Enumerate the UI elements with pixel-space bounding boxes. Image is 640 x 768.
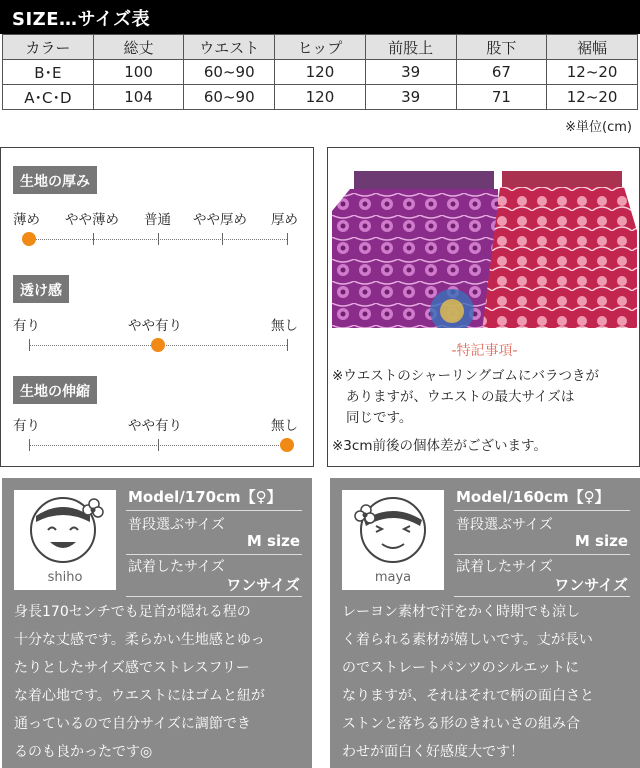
column-header: 裾幅 — [547, 35, 638, 60]
scale-label: 有り — [13, 318, 40, 334]
usual-size-label: 普段選ぶサイズ — [128, 517, 225, 533]
divider — [454, 596, 630, 597]
table-cell: 60~90 — [184, 85, 275, 110]
divider — [454, 510, 630, 511]
tried-size-value: ワンサイズ — [226, 576, 300, 594]
comment-line: 身長170センチでも足首が隠れる程の — [14, 604, 251, 620]
table-cell: A･C･D — [3, 85, 94, 110]
column-header: ヒップ — [275, 35, 366, 60]
table-row — [3, 85, 638, 110]
comment-line: たりとしたサイズ感でストレスフリー — [14, 660, 250, 676]
table-cell: 39 — [365, 85, 456, 110]
photo-panel — [327, 147, 640, 467]
comment-line: るのも良かったです◎ — [14, 744, 153, 760]
scale-label: 薄め — [13, 212, 40, 228]
comment-line: のでストレートパンツのシルエットに — [342, 660, 580, 676]
transparency-indicator — [151, 338, 165, 352]
model-title: Model/160cm【♀】 — [456, 488, 610, 506]
model-card-shiho — [2, 478, 312, 768]
avatar — [342, 490, 444, 590]
size-table — [2, 34, 638, 110]
column-header: ウエスト — [184, 35, 275, 60]
table-row — [3, 60, 638, 85]
divider — [454, 554, 630, 555]
table-cell: 120 — [275, 85, 366, 110]
scale-label: 無し — [271, 318, 298, 334]
scale-tick — [158, 439, 159, 451]
model-name: maya — [374, 570, 412, 585]
comment-line: く着られる素材が嬉しいです。丈が長い — [342, 632, 593, 648]
comment-line: ストンと落ちる形のきれいさの組み合 — [342, 716, 580, 732]
scale-label: 無し — [271, 418, 298, 434]
comment-line: 通っているので自分サイズに調節でき — [14, 716, 251, 732]
transparency-label: 透け感 — [13, 275, 69, 303]
note-line: ※3cm前後の個体差がございます。 — [332, 438, 547, 454]
tried-size-value: ワンサイズ — [554, 576, 628, 594]
column-header: カラー — [3, 35, 94, 60]
table-cell: 104 — [93, 85, 184, 110]
scale-tick — [158, 233, 159, 245]
stretch-indicator — [280, 438, 294, 452]
wink-face-icon — [342, 490, 444, 572]
table-header-row — [3, 35, 638, 60]
divider — [126, 596, 302, 597]
model-title: Model/170cm【♀】 — [128, 488, 282, 506]
model-comment — [342, 598, 630, 766]
smiley-face-icon — [14, 490, 116, 572]
comment-line: わせが面白く好感度大です！ — [342, 744, 524, 760]
avatar — [14, 490, 116, 590]
pants-illustration — [332, 171, 637, 331]
table-cell: 67 — [456, 60, 547, 85]
thickness-label: 生地の厚み — [13, 166, 97, 194]
table-cell: 12~20 — [547, 60, 638, 85]
column-header: 股下 — [456, 35, 547, 60]
scale-label: やや厚め — [193, 212, 247, 228]
comment-line: な着心地です。ウエストにはゴムと紐が — [14, 688, 265, 704]
scale-tick — [29, 339, 30, 351]
scale-tick — [93, 233, 94, 245]
unit-note: ※単位(cm) — [565, 120, 632, 135]
note-line: ありますが、ウエストの最大サイズは — [346, 389, 575, 405]
stretch-label: 生地の伸縮 — [13, 376, 97, 404]
scale-tick — [287, 339, 288, 351]
scale-tick — [287, 233, 288, 245]
comment-line: 十分な丈感です。柔らかい生地感とゆっ — [14, 632, 265, 648]
usual-size-value: M size — [246, 532, 300, 550]
model-card-maya — [330, 478, 640, 768]
scale-label: 普通 — [144, 212, 171, 228]
column-header: 総丈 — [93, 35, 184, 60]
model-comment — [14, 598, 302, 766]
scale-label: やや有り — [128, 318, 182, 334]
scale-label: やや薄め — [65, 212, 119, 228]
thickness-indicator — [22, 232, 36, 246]
usual-size-label: 普段選ぶサイズ — [456, 517, 553, 533]
table-cell: B･E — [3, 60, 94, 85]
scale-label: 有り — [13, 418, 40, 434]
page-title: SIZE…サイズ表 — [12, 9, 151, 30]
tried-size-label: 試着したサイズ — [128, 559, 225, 575]
header-bar — [0, 0, 640, 34]
scale-label: 厚め — [271, 212, 298, 228]
table-cell: 60~90 — [184, 60, 275, 85]
table-cell: 12~20 — [547, 85, 638, 110]
table-cell: 120 — [275, 60, 366, 85]
note-line: 同じです。 — [346, 410, 413, 426]
table-cell: 100 — [93, 60, 184, 85]
model-name: shiho — [47, 570, 83, 585]
scale-tick — [29, 439, 30, 451]
fabric-panel — [0, 147, 314, 467]
table-cell: 39 — [365, 60, 456, 85]
column-header: 前股上 — [365, 35, 456, 60]
table-cell: 71 — [456, 85, 547, 110]
scale-label: やや有り — [128, 418, 182, 434]
notes-box — [328, 328, 640, 467]
scale-tick — [222, 233, 223, 245]
divider — [126, 510, 302, 511]
tried-size-label: 試着したサイズ — [456, 559, 553, 575]
comment-line: なりますが、それはそれで柄の面白さと — [342, 688, 594, 704]
usual-size-value: M size — [574, 532, 628, 550]
note-line: ※ウエストのシャーリングゴムにバラつきが — [332, 368, 600, 384]
notes-title: -特記事項- — [451, 343, 518, 359]
comment-line: レーヨン素材で汗をかく時期でも涼し — [342, 604, 580, 620]
divider — [126, 554, 302, 555]
